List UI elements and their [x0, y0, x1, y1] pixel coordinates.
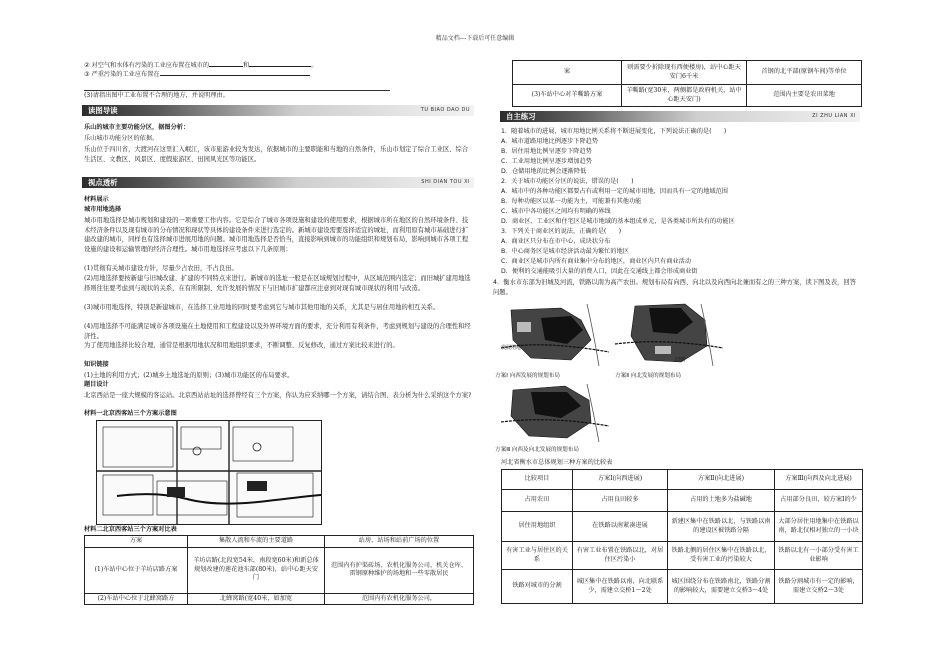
q2: 2．关于城市功能区分区的说法，错误的是( ) [501, 178, 634, 185]
compare-header: 方案Ⅱ(向北进展) [668, 470, 775, 490]
table-cell: 新建区集中在铁路以北，与铁路以南的建设区被铁路分隔 [668, 512, 775, 542]
q2-line1: ② 对空气和水体有污染的工业应布置在城市的 和 。 [84, 62, 318, 69]
table-cell: 则需要少折除现有西便楼房)，站中心距天安门6千米 [622, 61, 747, 85]
q3: 3．下列关于商业区的说法，正确的是( ) [501, 228, 622, 235]
q1: 1．随着城市的进展，城市用地比例关系将不断进展变化，下列说法正确的是( ) [501, 128, 727, 135]
section-title: 乐山的城市主要功能分区，据图分析： [84, 124, 190, 131]
q2-opt-c: C．城市中各功能区之间均有明确的界线 [501, 208, 611, 215]
table-cell: 羊嘶路(宽30米，两侧都是政府机关，站中心距天安门) [622, 85, 747, 107]
table-row [85, 593, 474, 605]
table-cell: 铁路分割城市有一定的影响，需建立交桥2～3处 [775, 570, 863, 604]
beijing-table [84, 535, 474, 605]
design-p: 北京西站是一座大规模的客运站。北京西站站址的选择曾经有三个方案，你认为应采纳哪一个方案，请结合图、表分析为什么采纳这个方案? [84, 392, 472, 399]
plan2-caption: 方案Ⅱ 向北发展的规划布局 [615, 373, 682, 379]
table-cell: (2)车站中心位于北蜂窝路方 [85, 593, 188, 605]
table-cell: (3)车站中心对羊嘶路方案 [513, 85, 622, 107]
table-cell: 铁路对城市的分割 [502, 570, 573, 604]
table-cell: (1)车站中心位于羊坊店路方案 [85, 547, 188, 593]
table-cell: 铁路以北有一小部分受有害工业影响 [775, 542, 863, 570]
mat1-title: 材料一北京西客站三个方案示意图 [84, 410, 177, 417]
mat-p4: (3)城市用地选择，特别是新建城市，在选择工业用地的同时要考虑到它与城市其他用地的关系，尤其是与居住用地的相互关系。 [84, 304, 440, 311]
materials-head: 材料展示 [84, 196, 109, 203]
table-cell: 城区集中在铁路以南，向北联系少，需建立交桥1～2处 [573, 570, 668, 604]
section-p1: 乐山城市功能分区的依据。 [84, 135, 159, 142]
section-p2: 乐山位于四川省，大渡河在这里汇入岷江，该市旅游业较为发达，依据城市的主要职能和当地的自然条件，乐山市划定了综合工业区、综合生活区、文教区、风景区、度假旅游区、田园风光区等功能区。 [84, 146, 469, 163]
table-cell: 范围内主要是农田菜地 [747, 85, 862, 107]
mat2-title: 材料二北京西客站三个方案对比表 [84, 526, 177, 533]
q2-opt-b: B．每种功能区以某一功能为主，可能兼有其他功能 [501, 198, 642, 205]
mat-p5: (4)用地选择不可能满足城市各项设施在土地使用和工程建设以及外界环境方面的要求，充分利用有利条件，考虑到规划与建设的合理性和经济性。 [84, 323, 471, 340]
table-cell: 范围内有护渠砖场、农机化服务公司、机关仓库、雷钢原种维护的场地和一些零散居民 [325, 547, 474, 593]
table-cell: 大部分居住用地集中在铁路以南，路北仅相对独立的一小块 [775, 512, 863, 542]
banner-shi-dian: 视点透析 SHI DIAN TOU XI [82, 177, 474, 188]
q3-opt-b: B．中心商务区是城市经济活动最为繁忙的地区 [501, 248, 629, 255]
table-cell: 案 [513, 61, 622, 85]
table-row [513, 85, 862, 107]
q1-opt-c: C．工业用地比例呈逐步增加趋势 [501, 158, 592, 165]
q1-opt-b: B．居住用地比例呈逐步下降趋势 [501, 148, 592, 155]
plan1-map-svg [501, 300, 609, 370]
table-cell: 在铁路以南紧凑进展 [573, 512, 668, 542]
table-cell: 占用的土地多为盐碱地 [668, 490, 775, 512]
table-row [502, 490, 863, 512]
answer-line [84, 90, 390, 91]
mat-p3: (2)用地选择要按新建与旧城改建、扩建的不同特点来进行。新城市的选址一般是在区域规划过程中，从区域范围内选定；而旧城扩建用地选择则往往要考虑到与现状的关系，在有所限制、允许发展的情况下与旧城市扩建都应注意到对现有城市现状的利用与改造。 [84, 275, 471, 292]
banner-tu-biao: 读图导读 TU BIAO DAO DU [82, 105, 474, 116]
table-cell: 首钢的北平部(原钢车间)等单位 [747, 61, 862, 85]
q3-opt-c: C．商业区是城市内所有商业集中分布的地区，商业区内只有商业活动 [501, 258, 691, 265]
knowledge-head: 知识链接 [84, 361, 109, 368]
q1-opt-d: D．仓储用地的比例会逐渐降低 [501, 168, 587, 175]
table-cell: 占用良田较多 [573, 490, 668, 512]
compare-header: 方案Ⅰ(向西进展) [573, 470, 668, 490]
table-cell: 北蜂窝路(宽40米，如加宽 [188, 593, 325, 605]
beijing-table-header: 站房、站场和站前广场的位置 [325, 536, 474, 548]
q3-opt-d: D．便利的交通能吸引大量的消费人口，因此在交通线上都会形成商业街 [501, 268, 698, 275]
beijing-map-svg [97, 421, 321, 524]
banner-zi-zhu: 自主练习 ZI ZHU LIAN XI [500, 111, 860, 122]
beijing-map [96, 420, 322, 525]
beijing-table-continued [512, 60, 862, 107]
q2-line2: ③ 严重污染的工业应布置在 [84, 71, 310, 80]
table-row [502, 470, 863, 490]
mat-p2: (1)贯彻有关城市建设方针，尽量少占农田，不占良田。 [84, 265, 238, 272]
compare-title: 河北省衡水市总体规划三种方案的比较表 [501, 459, 613, 466]
table-cell: 范围内有农机化服务公司， [325, 593, 474, 605]
q2-opt-a: A．城市中的各种功能区都要占有或利用一定的城市用地，因而具有一定的地域范围 [501, 188, 728, 195]
page-header: 精品文档---下载后可任意编辑 [435, 35, 515, 42]
q1-opt-a: A．城市道路用地比例逐步下降趋势 [501, 138, 599, 145]
plan2-label-old: 旧城 [675, 357, 686, 363]
table-row [85, 547, 474, 593]
table-cell: 居住用地组织 [502, 512, 573, 542]
mat-p1: 城市用地选择是城市规划和建设的一项重要工作内容。它是综合了城市各项设施和建设的使用要求，根据城市所在地区的自然环境条件、技术经济条件以及现有城市的分布情况和现状等具体的建设条件来进行选定的。新城市建设需要选择适宜的城址，而利用原有城市基础进行扩建改建的城市，同样也有选择城市进展用地的问题。城市用地选择是否恰当，直接影响到城市的功能组织和规划布局，影响到城市各项工程设施的建设和运输管理的经济合理性。城市用地选择应考虑以下几条原则： [84, 217, 469, 253]
plan1-map [501, 300, 609, 370]
design-head: 题目设计 [84, 381, 109, 388]
plan3-map-svg [501, 382, 609, 444]
table-cell: 有害工业与居住区的关系 [502, 542, 573, 570]
q4: 4．衡水市东部为旧城及河流，铁路以南为高产农田。规划布局有向西、向北以及向西向北兼而有之的三种方案，读下图及表，回答问题。 [493, 279, 856, 296]
plan2-map-svg [615, 300, 723, 370]
table-row [502, 542, 863, 570]
table-cell: 羊坊店路(北段宽54米，南段宽60米)和新总体规划改建的莲花池东部(80米)，站中心距天安门 [188, 547, 325, 593]
table-row [502, 512, 863, 542]
knowledge-p1: (1)土地的利用方式；(2)城乡土地选址的原则；(3)城市功能区的布局要求。 [84, 372, 294, 379]
compare-header: 比较项目 [502, 470, 573, 490]
plan1-label-dev: 发展用地 [501, 345, 522, 351]
beijing-table-header: 集散人流和车流的主要道路 [188, 536, 325, 548]
mat-p6: 为了使用地选择比较合理，通常是根据用地状况和用地组织要求，不断调整、反复修改，通过方案比较来进行的。 [84, 342, 399, 349]
table-cell: 铁路北侧的居住区集中在铁路以北，受有害工业的污染较大 [668, 542, 775, 570]
q3: (3)请指出图中工业布置不合理的地方，并说明理由。 [84, 92, 229, 99]
plan1-caption: 方案Ⅰ 向西发展的规划布局 [495, 373, 560, 379]
plan2-map [615, 300, 723, 370]
table-cell: 城区围绕分布在铁路南北，铁路分割的影响较大，需要建立交桥3～4处 [668, 570, 775, 604]
plan3-map [501, 382, 609, 444]
beijing-table-header: 方案 [85, 536, 188, 548]
materials-sub: 城市用地选择 [84, 206, 122, 213]
q3-opt-a: A．商业区只分布在市中心，成块状分布 [501, 238, 611, 245]
table-cell: 占用农田 [502, 490, 573, 512]
table-cell: 有害工业布置在铁路以北，对居住区污染小 [573, 542, 668, 570]
table-row [502, 570, 863, 604]
plan3-caption: 方案Ⅲ 向西及向北发展的规划布局 [495, 447, 579, 453]
table-row [513, 61, 862, 85]
table-cell: 占用部分良田，较方案Ⅰ的少 [775, 490, 863, 512]
q2-opt-d: D．商业区、工业区和住宅区是城市地域的基本组成单元，是各类城市所共有的功能区 [501, 218, 735, 225]
compare-header: 方案Ⅲ(向西及向北进展) [775, 470, 863, 490]
compare-table [501, 469, 863, 604]
